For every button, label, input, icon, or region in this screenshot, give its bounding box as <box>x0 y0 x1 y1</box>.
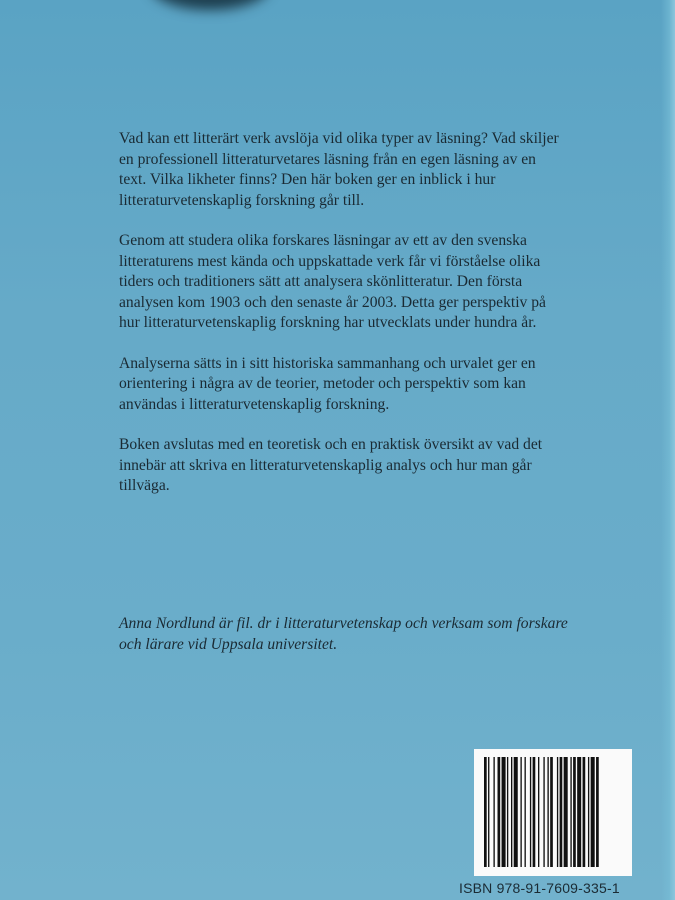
back-cover-description <box>119 129 559 517</box>
description-paragraph-2: Genom att studera olika forskares läsningar av ett av den svenska litteraturens mest kända och uppskattade verk får vi förståelse olika tiders och traditioners sätt att analysera skönlitteratur. Den första analysen kom 1903 och den senaste år 2003. Detta ger perspektiv på hur litteraturvetenskaplig forskning har utvecklats under hundra år. <box>119 232 546 331</box>
description-paragraph-3: Analyserna sätts in i sitt historiska sammanhang och urvalet ger en orientering i några av de teorier, metoder och perspektiv som kan användas i litteraturvetenskaplig forskning. <box>119 354 536 413</box>
description-paragraph-4: Boken avslutas med en teoretisk och en praktisk översikt av vad det innebär att skriva en litteraturvetenskaplig analys och hur man går tillväga. <box>119 436 543 494</box>
barcode-icon <box>484 757 622 867</box>
top-shadow <box>150 0 270 10</box>
cover-edge <box>661 0 675 900</box>
description-paragraph-1: Vad kan ett litterärt verk avslöja vid olika typer av läsning? Vad skiljer en professionell litteraturvetares läsning från en egen läsning av en text. Vilka likheter finns? Den här boken ger en inblick i hur litteraturvetenskaplig forskning går till. <box>119 130 559 209</box>
isbn-number: ISBN 978-91-7609-335-1 <box>459 880 620 896</box>
barcode-label <box>474 749 632 876</box>
author-bio: Anna Nordlund är fil. dr i litteraturvetenskap och verksam som forskare och lärare vid Uppsala universitet. <box>119 615 568 653</box>
